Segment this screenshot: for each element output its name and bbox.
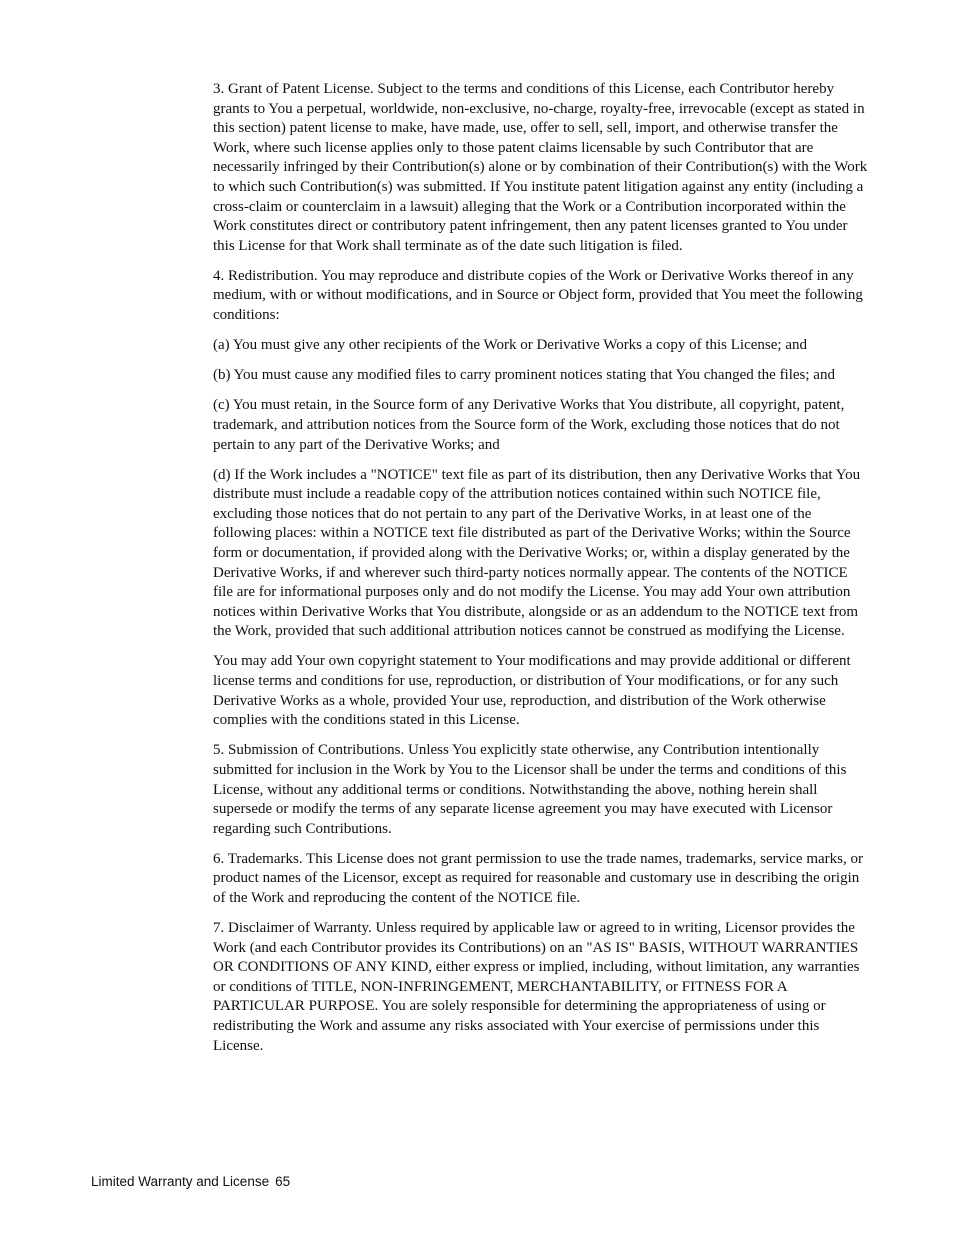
paragraph-redistribution: 4. Redistribution. You may reproduce and distribute copies of the Work or Derivative Works thereof in any medium, with or without modifications, and in Source or Object form, provided that You meet the following conditions:	[213, 267, 863, 324]
paragraph-submission-of-contributions: 5. Submission of Contributions. Unless You explicitly state otherwise, any Contribution intentionally submitted for inclusion in the Work by You to the Licensor shall be under the terms and conditions of this License, without any additional terms or conditions. Notwithstanding the above, nothing herein shall supersede or modify the terms of any separate license agreement you may have executed with Licensor regarding such Contributions.	[213, 742, 847, 837]
page-footer	[91, 1174, 290, 1189]
paragraph-condition-d: (d) If the Work includes a "NOTICE" text file as part of its distribution, then any Derivative Works that You distribute must include a readable copy of the attribution notices contained within such NOTICE file, excluding those notices that do not pertain to any part of the Derivative Works, in at least one of the following places: within a NOTICE text file distributed as part of the Derivative Works; within the Source form or documentation, if provided along with the Derivative Works; or, within a display generated by the Derivative Works, if and wherever such third-party notices normally appear. The contents of the NOTICE file are for informational purposes only and do not modify the License. You may add Your own attribution notices within Derivative Works that You distribute, alongside or as an addendum to the NOTICE text from the Work, provided that such additional attribution notices cannot be construed as modifying the License.	[213, 466, 861, 640]
paragraph-own-copyright-statement: You may add Your own copyright statement to Your modifications and may provide additional or different license terms and conditions for use, reproduction, or distribution of Your modifications, or for any such Derivative Works as a whole, provided Your use, reproduction, and distribution of the Work otherwise complies with the conditions stated in this License.	[213, 653, 851, 729]
footer-page-number: 65	[275, 1174, 291, 1189]
paragraph-condition-a: (a) You must give any other recipients of the Work or Derivative Works a copy of this License; and	[213, 337, 807, 354]
paragraph-condition-b: (b) You must cause any modified files to carry prominent notices stating that You changed the files; and	[213, 367, 835, 384]
paragraph-trademarks: 6. Trademarks. This License does not grant permission to use the trade names, trademarks, service marks, or product names of the Licensor, except as required for reasonable and customary use in describing the origin of the Work and reproducing the content of the NOTICE file.	[213, 850, 863, 906]
paragraph-condition-c: (c) You must retain, in the Source form of any Derivative Works that You distribute, all copyright, patent, trademark, and attribution notices from the Source form of the Work, excluding those notices that do not pertain to any part of the Derivative Works; and	[213, 397, 845, 453]
document-body	[213, 80, 869, 1067]
paragraph-disclaimer-of-warranty: 7. Disclaimer of Warranty. Unless required by applicable law or agreed to in writing, Licensor provides the Work (and each Contributor provides its Contributions) on an "AS IS" BASIS, WITHOUT WARRANTIES OR CONDITIONS OF ANY KIND, either express or implied, including, without limitation, any warranties or conditions of TITLE, NON-INFRINGEMENT, MERCHANTABILITY, or FITNESS FOR A PARTICULAR PURPOSE. You are solely responsible for determining the appropriateness of using or redistributing the Work and assume any risks associated with Your exercise of permissions under this License.	[213, 920, 860, 1054]
footer-section-title: Limited Warranty and License	[91, 1174, 270, 1189]
paragraph-grant-of-patent-license: 3. Grant of Patent License. Subject to the terms and conditions of this License, each Contributor hereby grants to You a perpetual, worldwide, non-exclusive, no-charge, royalty-free, irrevocable (except as stated in this section) patent license to make, have made, use, offer to sell, sell, import, and otherwise transfer the Work, where such license applies only to those patent claims licensable by such Contributor that are necessarily infringed by their Contribution(s) alone or by combination of their Contribution(s) with the Work to which such Contribution(s) was submitted. If You institute patent litigation against any entity (including a cross-claim or counterclaim in a lawsuit) alleging that the Work or a Contribution incorporated within the Work constitutes direct or contributory patent infringement, then any patent licenses granted to You under this License for that Work shall terminate as of the date such litigation is filed.	[213, 81, 868, 254]
